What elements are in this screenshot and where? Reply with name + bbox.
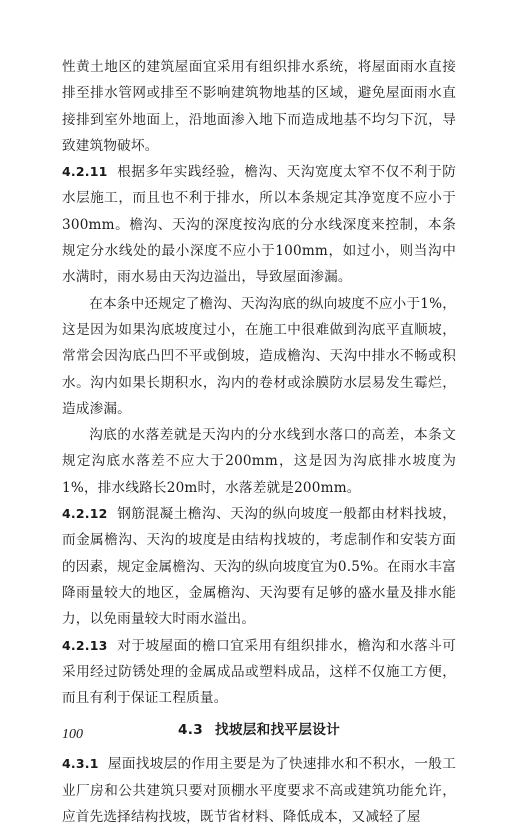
clause-4-2-13 bbox=[62, 633, 456, 712]
clause-4-3-1 bbox=[62, 751, 456, 830]
clause-4-2-11 bbox=[62, 159, 456, 290]
paragraph-continuation bbox=[62, 54, 456, 159]
section-number: 4.3 bbox=[177, 722, 203, 739]
clause-text: 根据多年实践经验，檐沟、天沟宽度太窄不仅不利于防水层施工，而且也不利于排水，所以本条规定其净宽度不应小于300mm。檐沟、天沟的深度按沟底的分水线深度来控制，本条规定分水线处的最小深度不应小于100mm，如过小，则当沟中水满时，雨水易由天沟边溢出，导致屋面渗漏。 bbox=[62, 164, 456, 286]
paragraph-text: 性黄土地区的建筑屋面宜采用有组织排水系统，将屋面雨水直接排至排水管网或排至不影响建筑物地基的区域，避免屋面雨水直接排到室外地面上，沿地面渗入地下而造成地基不均匀下沉，导致建筑物破坏。 bbox=[62, 59, 456, 154]
section-heading bbox=[62, 717, 456, 743]
page-content bbox=[62, 54, 456, 830]
page-number: 100 bbox=[62, 727, 83, 742]
clause-number: 4.3.1 bbox=[62, 756, 99, 772]
clause-number: 4.2.12 bbox=[62, 506, 108, 522]
clause-text: 钢筋混凝土檐沟、天沟的纵向坡度一般都由材料找坡，而金属檐沟、天沟的坡度是由结构找坡的，考虑制作和安装方面的因素，规定金属檐沟、天沟的纵向坡度宜为0.5%。在雨水丰富降雨量较大的地区，金属檐沟、天沟要有足够的盛水量及排水能力，以免雨量较大时雨水溢出。 bbox=[62, 506, 456, 628]
paragraph-text: 在本条中还规定了檐沟、天沟沟底的纵向坡度不应小于1%，这是因为如果沟底坡度过小，在施工中很难做到沟底平直顺坡，常常会因沟底凸凹不平或倒坡，造成檐沟、天沟中排水不畅或积水。沟内如果长期积水，沟内的卷材或涂膜防水层易发生霉烂，造成渗漏。 bbox=[62, 295, 456, 417]
section-title: 找坡层和找平层设计 bbox=[214, 722, 341, 739]
paragraph-drop-height bbox=[62, 422, 456, 501]
clause-text: 对于坡屋面的檐口宜采用有组织排水，檐沟和水落斗可采用经过防锈处理的金属成品或塑料成品，这样不仅施工方便，而且有利于保证工程质量。 bbox=[62, 637, 456, 707]
clause-number: 4.2.13 bbox=[62, 637, 108, 653]
paragraph-text: 沟底的水落差就是天沟内的分水线到水落口的高差，本条文规定沟底水落差不应大于200mm，这是因为沟底排水坡度为1%，排水线路长20m时，水落差就是200mm。 bbox=[62, 427, 456, 496]
paragraph-gutter-slope bbox=[62, 291, 456, 422]
clause-4-2-12 bbox=[62, 501, 456, 632]
clause-number: 4.2.11 bbox=[62, 164, 108, 180]
clause-text: 屋面找坡层的作用主要是为了快速排水和不积水，一般工业厂房和公共建筑只要对顶棚水平度要求不高或建筑功能允许，应首先选择结构找坡，既节省材料、降低成本，又减轻了屋 bbox=[62, 756, 457, 826]
